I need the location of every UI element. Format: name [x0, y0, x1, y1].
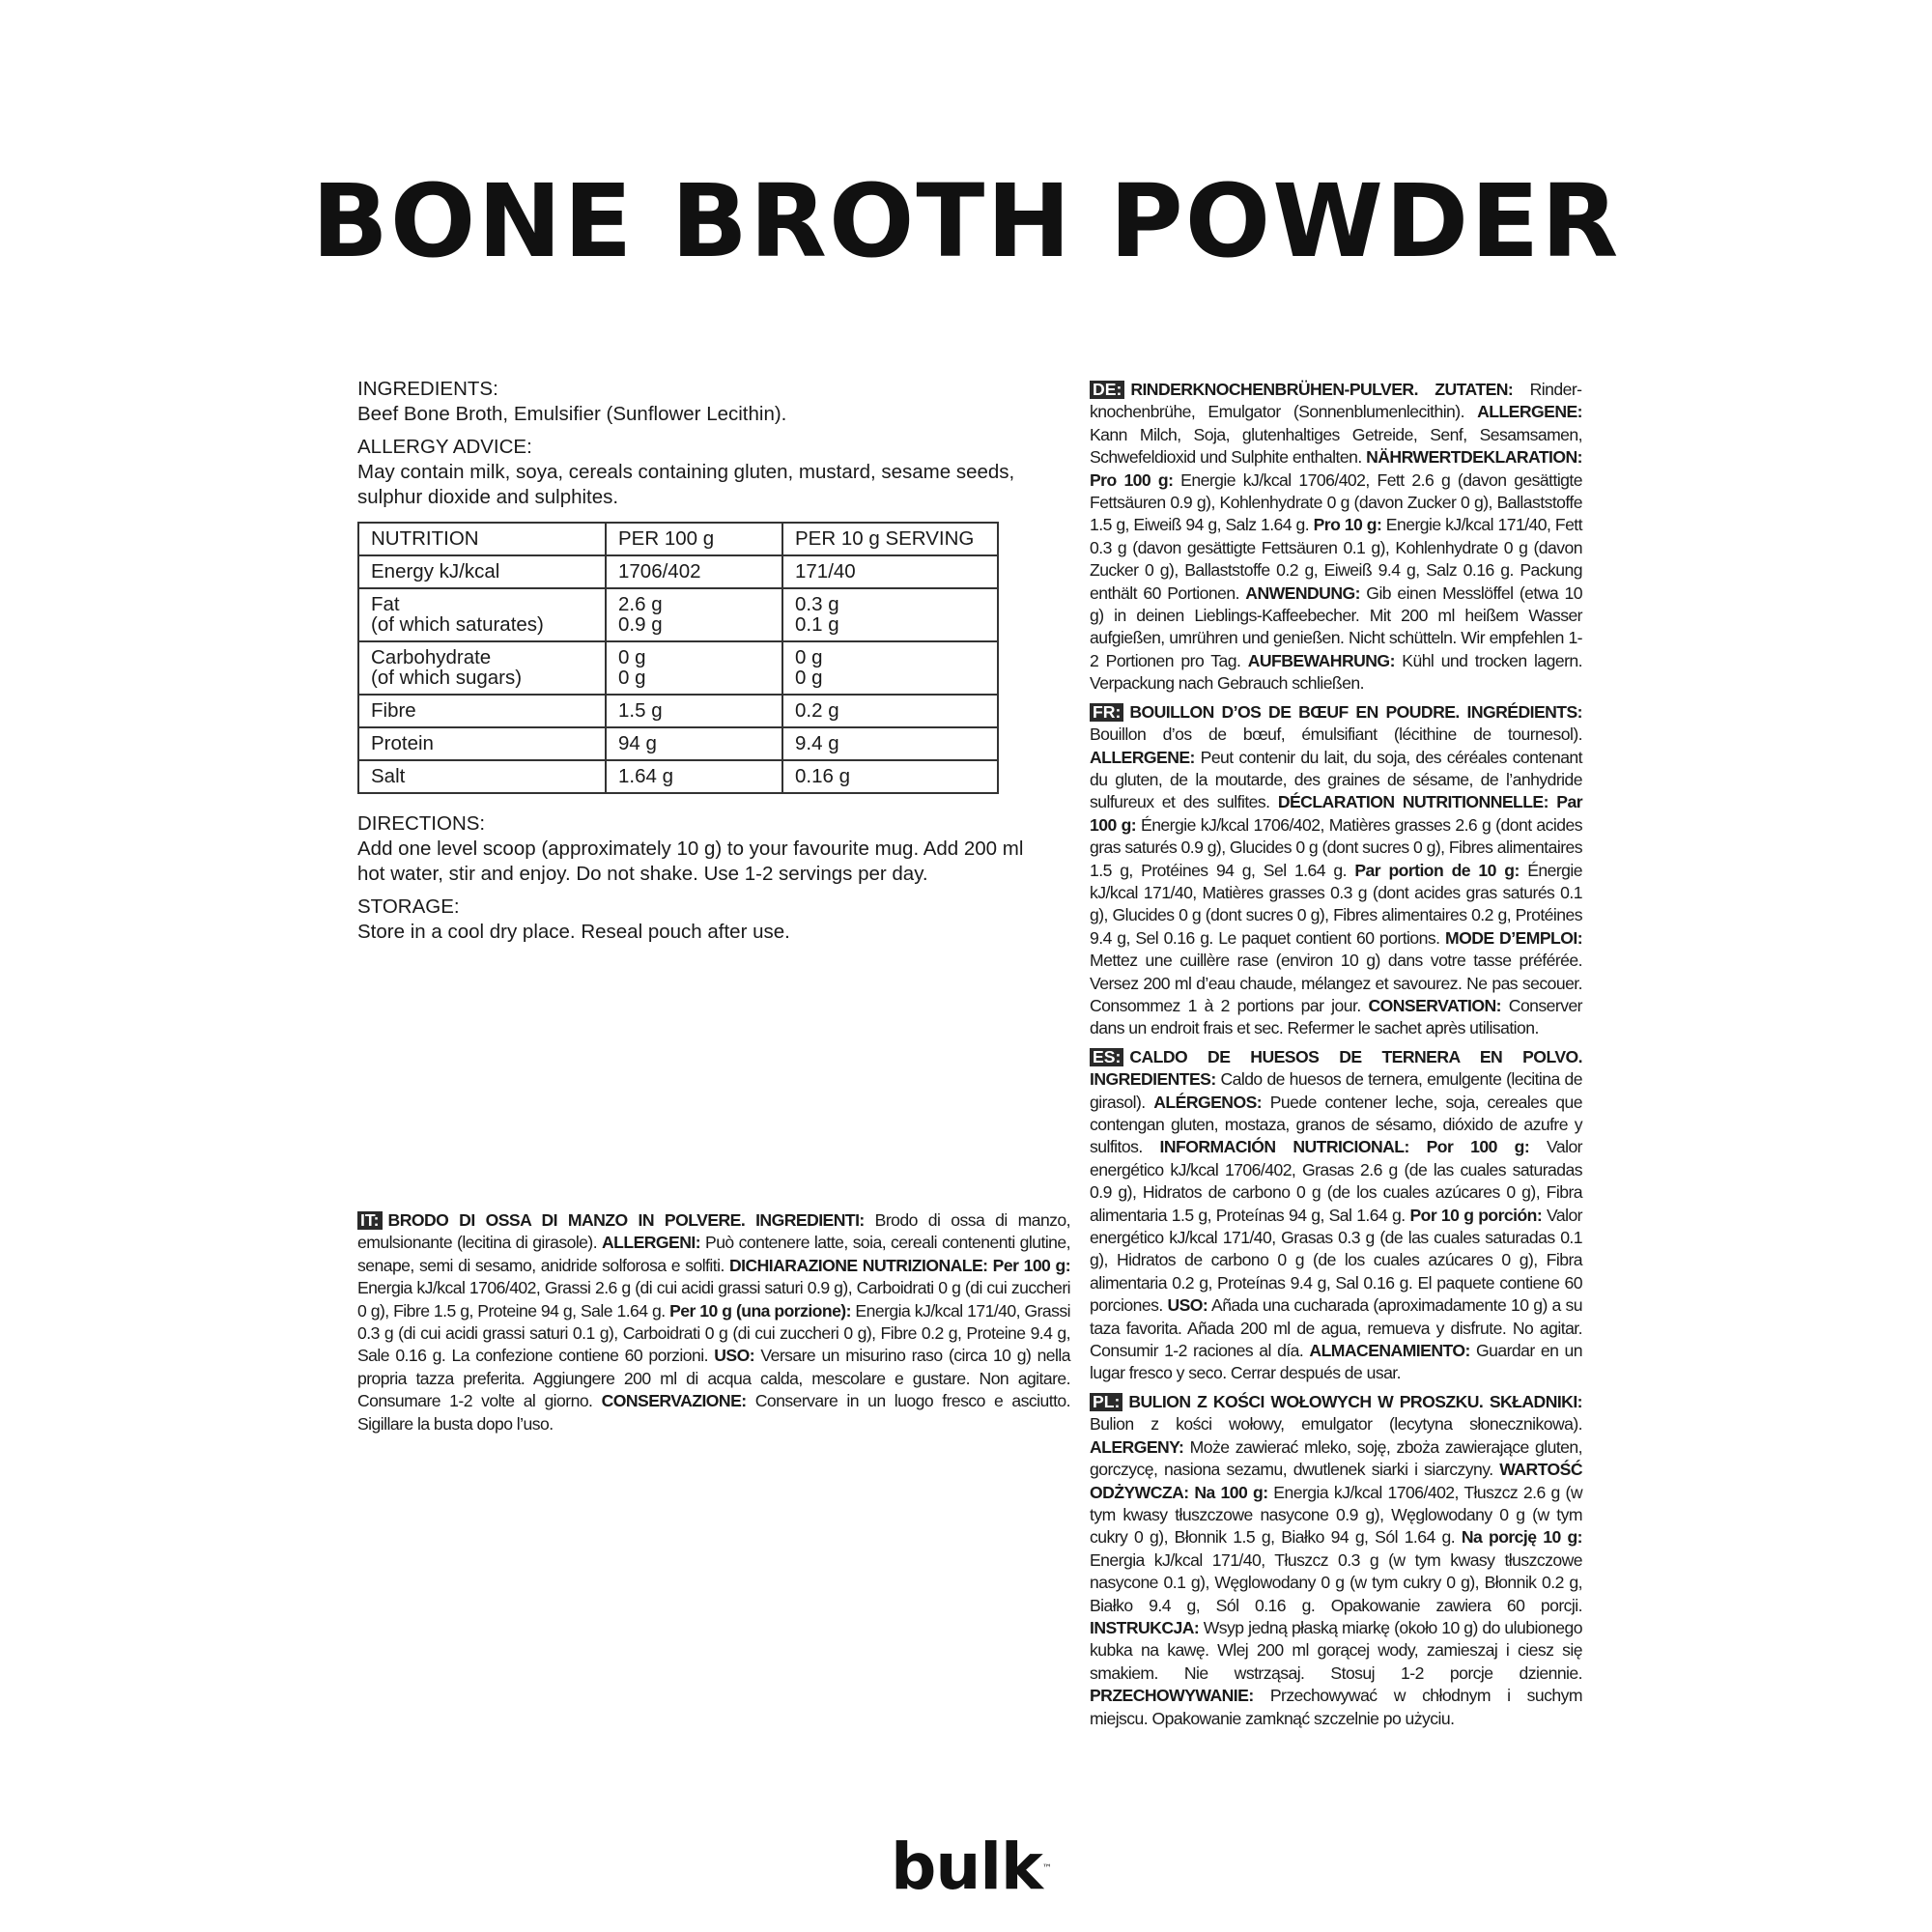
section-heading: RINDERKNOCHENBRÜHEN-PULVER. ZUTATEN: — [1130, 380, 1514, 399]
section-heading: DICHIARAZIONE NUTRIZIONALE: Per 100 g: — [728, 1255, 1071, 1275]
nutrition-cell: 0.3 g 0.1 g — [782, 588, 998, 641]
nutrition-row — [358, 588, 998, 641]
english-panel — [357, 377, 1053, 952]
nutrition-header-cell: PER 10 g SERVING — [782, 523, 998, 555]
section-heading: ALLERGENI: — [602, 1233, 701, 1253]
nutrition-table-body — [358, 523, 998, 793]
polish-section — [1090, 1391, 1582, 1730]
directions-label: DIRECTIONS: — [357, 812, 486, 835]
section-text: Valor energético kJ/kcal 171/40, Grasas 0.3 g (de las cuales saturadas 0.1 g), Hidratos de carbono 0 g (de los cuales azúcares 0 g), Fibra alimentaria 0.2 g, Proteínas 9.4 g, Sal 0.16 g. El paquete contiene 60 porciones. — [1090, 1205, 1582, 1316]
section-text: Rinderknochenbrühe, Emulgator (Sonnenblumenlecithin). — [1090, 380, 1582, 422]
allergy-text: May contain milk, soya, cereals containing gluten, mustard, sesame seeds, sulphur dioxide and sulphites. — [357, 461, 1015, 508]
nutrition-cell: 171/40 — [782, 555, 998, 588]
section-text: Peut contenir du lait, du soja, des céréales contenant du gluten, de la moutarde, des graines de sésame, de l’anhydride sulfureux et des sulfites. — [1090, 747, 1582, 812]
nutrition-cell: 94 g — [606, 727, 782, 760]
nutrition-row — [358, 555, 998, 588]
section-heading: USO: — [714, 1346, 755, 1366]
section-heading: WARTOŚĆ ODŻYWCZA: Na 100 g: — [1090, 1460, 1582, 1502]
language-tag: FR: — [1090, 703, 1123, 722]
nutrition-cell: 1.5 g — [606, 695, 782, 727]
section-heading: ALERGENY: — [1090, 1436, 1184, 1457]
section-text: Guardar en un lugar fresco y seco. Cerrar después de usar. — [1090, 1341, 1582, 1383]
nutrition-table — [357, 522, 999, 794]
section-heading: Par portion de 10 g: — [1354, 860, 1520, 880]
section-text: Energia kJ/kcal 171/40, Grassi 0.3 g (di cui acidi grassi saturi 0.1 g), Carboidrati 0 g (di cui zuccheri 0 g), Fibre 0.2 g, Proteine 9.4 g, Sale 0.16 g. La confezione contiene 60 porzioni. — [357, 1300, 1070, 1366]
section-text: Może zawierać mleko, soję, zboża zawierające gluten, gorczycę, nasiona sezamu, dwutlenek siarki i siarczyny. — [1090, 1436, 1582, 1480]
italian-panel — [357, 1209, 1070, 1435]
section-heading: PRZECHOWYWANIE: — [1090, 1686, 1254, 1706]
section-heading: Pro 10 g: — [1313, 515, 1382, 535]
ingredients-text: Beef Bone Broth, Emulsifier (Sunflower Lecithin). — [357, 403, 787, 425]
section-heading: NÄHRWERTDEKLARATION: Pro 100 g: — [1090, 447, 1582, 490]
spanish-section — [1090, 1046, 1582, 1385]
section-text: Energie kJ/kcal 171/40, Fett 0.3 g (davon gesättigte Fettsäuren 0.1 g), Kohlenhydrate 0 g (davon Zucker 0 g), Ballaststoffe 0.2 g, Eiweiß 9.4 g, Salz 0.16 g. Packung enthält 60 Portionen. — [1090, 515, 1582, 603]
section-text: Kühl und trocken lagern. Verpackung nach Gebrauch schließen. — [1090, 650, 1582, 694]
nutrition-cell: Protein — [358, 727, 606, 760]
section-heading: ANWENDUNG: — [1245, 582, 1360, 603]
nutrition-row — [358, 695, 998, 727]
nutrition-cell: 9.4 g — [782, 727, 998, 760]
storage-label: STORAGE: — [357, 895, 460, 918]
section-text: Añada una cucharada (aproximadamente 10 g) a su taza favorita. Añada 200 ml de agua, remueva y disfrute. No agitar. Consumir 1-2 raciones al día. — [1090, 1295, 1582, 1361]
section-heading: DÉCLARATION NUTRITIONNELLE: Par 100 g: — [1090, 792, 1582, 835]
section-heading: INSTRUKCJA: — [1090, 1617, 1200, 1637]
section-heading: AUFBEWAHRUNG: — [1247, 650, 1395, 670]
nutrition-cell: Salt — [358, 760, 606, 793]
section-text: Versare un misurino raso (circa 10 g) nella propria tazza preferita. Aggiungere 200 ml di acqua calda, mescolare e gustare. Non agitare. Consumare 1-2 volte al giorno. — [357, 1346, 1070, 1411]
french-section — [1090, 701, 1582, 1040]
section-text: Gib einen Messlöffel (etwa 10 g) in deinen Lieblings-Kaffeebecher. Mit 200 ml heißem Wasser aufgießen, umrühren und genießen. Nicht schütteln. Wir empfehlen 1-2 Portionen pro Tag. — [1090, 582, 1582, 670]
section-heading: BULION Z KOŚCI WOŁOWYCH W PROSZKU. SKŁADNIKI: — [1128, 1391, 1582, 1411]
nutrition-cell: 1.64 g — [606, 760, 782, 793]
section-text: Energia kJ/kcal 1706/402, Grassi 2.6 g (di cui acidi grassi saturi 0.9 g), Carboidrati 0 g (di cui zuccheri 0 g), Fibre 1.5 g, Proteine 94 g, Sale 1.64 g. — [357, 1278, 1070, 1321]
section-text: Caldo de huesos de ternera, emulgente (lecitina de girasol). — [1090, 1069, 1582, 1112]
nutrition-cell: Energy kJ/kcal — [358, 555, 606, 588]
section-heading: Por 10 g porción: — [1409, 1205, 1543, 1225]
section-text: Bouillon d’os de bœuf, émulsifiant (lécithine de tournesol). — [1090, 724, 1582, 745]
section-heading: Per 10 g (una porzione): — [669, 1300, 851, 1321]
section-heading: INFORMACIÓN NUTRICIONAL: Por 100 g: — [1159, 1137, 1530, 1157]
allergy-label: ALLERGY ADVICE: — [357, 436, 532, 458]
section-heading: CONSERVATION: — [1368, 995, 1501, 1015]
section-text: Energia kJ/kcal 1706/402, Tłuszcz 2.6 g (w tym kwasy tłuszczowe nasycone 0.9 g), Węglowodany 0 g (w tym cukry 0 g), Błonnik 1.5 g, Białko 94 g, Sól 1.64 g. — [1090, 1482, 1582, 1548]
nutrition-cell: Fat (of which saturates) — [358, 588, 606, 641]
section-heading: ALLERGENE: — [1090, 747, 1195, 767]
nutrition-cell: Carbohydrate (of which sugars) — [358, 641, 606, 695]
nutrition-cell: 0 g 0 g — [782, 641, 998, 695]
language-tag: ES: — [1090, 1048, 1123, 1066]
nutrition-cell: 0.16 g — [782, 760, 998, 793]
section-text: Brodo di ossa di manzo, emulsionante (lecitina di girasole). — [357, 1210, 1071, 1253]
section-heading: ALLERGENE: — [1477, 402, 1582, 422]
german-section — [1090, 379, 1582, 696]
section-heading: ALMACENAMIENTO: — [1309, 1341, 1470, 1361]
section-text: Kann Milch, Soja, glutenhaltiges Getreide, Senf, Sesamsamen, Schwefeldioxid und Sulphite enthalten. — [1090, 424, 1582, 468]
nutrition-row — [358, 760, 998, 793]
language-tag: PL: — [1090, 1393, 1122, 1411]
section-text: Energie kJ/kcal 1706/402, Fett 2.6 g (davon gesättigte Fettsäuren 0.9 g), Kohlenhydrate 0 g (davon Zucker 0 g), Ballaststoffe 1.5 g, Eiweiß 94 g, Salz 1.64 g. — [1090, 469, 1582, 535]
section-heading: CONSERVAZIONE: — [601, 1391, 747, 1411]
nutrition-cell: 0.2 g — [782, 695, 998, 727]
nutrition-header-row — [358, 523, 998, 555]
nutrition-header-cell: NUTRITION — [358, 523, 606, 555]
nutrition-cell: 1706/402 — [606, 555, 782, 588]
nutrition-row — [358, 727, 998, 760]
section-text: Przechowywać w chłodnym i suchym miejscu. Opakowanie zamknąć szczelnie po użyciu. — [1090, 1686, 1582, 1728]
section-heading: Na porcję 10 g: — [1461, 1527, 1582, 1548]
section-text: Energia kJ/kcal 171/40, Tłuszcz 0.3 g (w tym kwasy tłuszczowe nasycone 0.1 g), Węglowodany 0 g (w tym cukry 0 g), Błonnik 0.2 g, Białko 9.4 g, Sól 0.16 g. Opakowanie zawiera 60 porcji. — [1090, 1549, 1582, 1615]
section-heading: BRODO DI OSSA DI MANZO IN POLVERE. INGREDIENTI: — [387, 1210, 865, 1230]
nutrition-cell: Fibre — [358, 695, 606, 727]
directions-text: Add one level scoop (approximately 10 g) to your favourite mug. Add 200 ml hot water, stir and enjoy. Do not shake. Use 1-2 servings per day. — [357, 838, 1024, 885]
section-text: Valor energético kJ/kcal 1706/402, Grasas 2.6 g (de las cuales saturadas 0.9 g), Hidratos de carbono 0 g (de los cuales azúcares 0 g), Fibra alimentaria 1.5 g, Proteínas 94 g, Sal 1.64 g. — [1090, 1137, 1582, 1225]
section-text: Puede contener leche, soja, cereales que contengan gluten, mostaza, granos de sésamo, dióxido de azufre y sulfitos. — [1090, 1092, 1583, 1157]
storage-text: Store in a cool dry place. Reseal pouch after use. — [357, 921, 790, 943]
nutrition-row — [358, 641, 998, 695]
section-heading: BOUILLON D’OS DE BŒUF EN POUDRE. INGRÉDIENTS: — [1129, 701, 1582, 722]
section-heading: MODE D’EMPLOI: — [1444, 927, 1582, 948]
brand-logo — [889, 1830, 1053, 1904]
section-text: Conserver dans un endroit frais et sec. Refermer le sachet après utilisation. — [1090, 995, 1582, 1038]
section-text: Bulion z kości wołowy, emulgator (lecytyna słonecznikowa). — [1090, 1414, 1582, 1435]
translations-column — [1090, 379, 1582, 1736]
section-heading: ALÉRGENOS: — [1153, 1092, 1263, 1112]
nutrition-cell: 0 g 0 g — [606, 641, 782, 695]
nutrition-cell: 2.6 g 0.9 g — [606, 588, 782, 641]
section-text: Conservare in un luogo fresco e asciutto. Sigillare la busta dopo l’uso. — [357, 1391, 1070, 1434]
ingredients-label: INGREDIENTS: — [357, 378, 498, 400]
section-heading: USO: — [1167, 1295, 1208, 1316]
language-tag: DE: — [1090, 381, 1124, 399]
section-text: Wsyp jedną płaską miarkę (około 10 g) do ulubionego kubka na kawę. Wlej 200 ml gorącej wody, zamieszaj i ciesz się smakiem. Nie wstrząsaj. Stosuj 1-2 porcje dziennie. — [1090, 1617, 1582, 1683]
section-text: Mettez une cuillère rase (environ 10 g) dans votre tasse préférée. Versez 200 ml d’eau chaude, mélangez et savourez. Ne pas secouer. Consommez 1 à 2 portions par jour. — [1090, 951, 1582, 1015]
section-text: Énergie kJ/kcal 171/40, Matières grasses 0.3 g (dont acides gras saturés 0.1 g), Glucides 0 g (dont sucres 0 g), Fibres alimentaires 0.2 g, Protéines 9.4 g, Sel 0.16 g. Le paquet contient 60 portions. — [1090, 860, 1582, 948]
section-text: Énergie kJ/kcal 1706/402, Matières grasses 2.6 g (dont acides gras saturés 0.9 g), Glucides 0 g (dont sucres 0 g), Fibres alimentaires 1.5 g, Protéines 94 g, Sel 1.64 g. — [1090, 814, 1582, 880]
italian-section — [357, 1209, 1070, 1435]
product-title: BONE BROTH POWDER — [311, 162, 1621, 280]
nutrition-header-cell: PER 100 g — [606, 523, 782, 555]
section-text: Può contenere latte, soia, cereali contenenti glutine, senape, semi di sesamo, anidride solforosa e solfiti. — [357, 1233, 1070, 1275]
trademark-symbol: ™ — [1041, 1863, 1051, 1874]
language-tag: IT: — [357, 1211, 383, 1230]
brand-name: bulk — [891, 1830, 1042, 1904]
section-heading: CALDO DE HUESOS DE TERNERA EN POLVO. INGREDIENTES: — [1090, 1046, 1582, 1090]
